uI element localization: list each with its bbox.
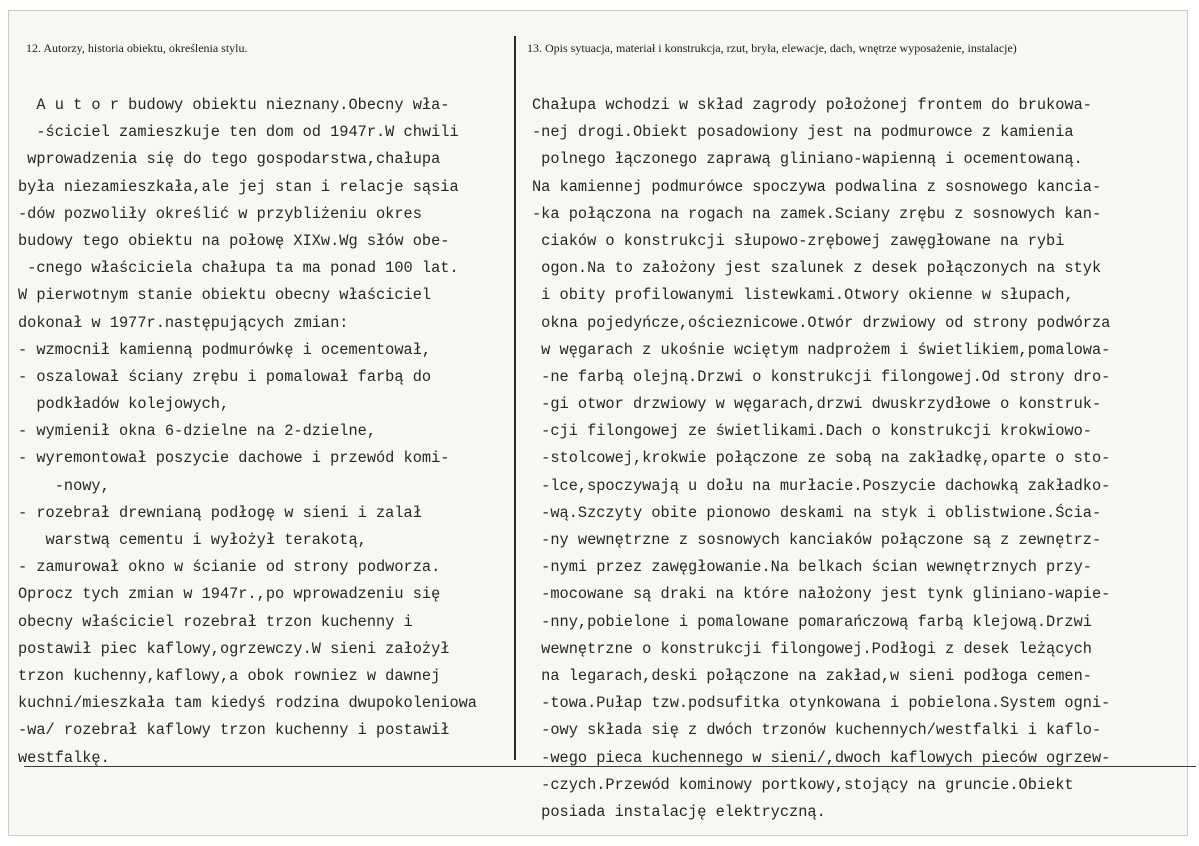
left-text-line: westfalkę. (18, 748, 110, 767)
left-text-line: -dów pozwoliły określić w przybliżeniu okres (18, 204, 422, 223)
right-text-line: okna pojedyńcze,ościeznicowe.Otwór drzwiowy od strony podwórza (532, 313, 1111, 332)
section-12-heading: 12. Autorzy, historia obiektu, określenia stylu. (26, 41, 248, 55)
right-text-line: polnego łączonego zaprawą gliniano-wapienną i ocementowaną. (532, 150, 1083, 169)
left-text-line: -cnego właściciela chałupa ta ma ponad 100 lat. (18, 259, 459, 278)
authors-history-text (18, 92, 514, 772)
right-text-line: -owy składa się z dwóch trzonów kuchennych/westfalki i kaflo- (532, 721, 1102, 740)
right-text-line: -cji filongowej ze świetlikami.Dach o konstrukcji krokwiowo- (532, 422, 1092, 441)
left-text-line: -wa/ rozebrał kaflowy trzon kuchenny i postawił (18, 721, 450, 740)
right-text-line: -towa.Pułap tzw.podsufitka otynkowana i pobielona.System ogni- (532, 694, 1111, 713)
left-text-line: - oszalował ściany zrębu i pomalował farbą do (18, 367, 432, 386)
left-text-line: - wymienił okna 6-dzielne na 2-dzielne, (18, 422, 377, 441)
left-text-line: kuchni/mieszkała tam kiedyś rodzina dwupokoleniowa (18, 694, 477, 713)
right-text-line: -mocowane są draki na które nałożony jest tynk gliniano-wapie- (532, 585, 1111, 604)
right-text-line: -wą.Szczyty obite pionowo deskami na styk i oblistwione.Ścia- (532, 503, 1102, 522)
left-text-line: podkładów kolejowych, (18, 395, 230, 414)
right-text-line: -nymi przez zawęgłowanie.Na belkach ścian wewnętrznych przy- (532, 558, 1092, 577)
right-text-line: wewnętrzne o konstrukcji filongowej.Podłogi z desek leżących (532, 639, 1092, 658)
left-text-line: wprowadzenia się do tego gospodarstwa,chałupa (18, 150, 441, 169)
right-text-line: -ny wewnętrzne z sosnowych kanciaków połączone są z zewnętrz- (532, 531, 1102, 549)
left-text-line: warstwą cementu i wyłożył terakotą, (18, 531, 367, 549)
right-text-line: -stolcowej,krokwie połączone ze sobą na zakładkę,oparte o sto- (532, 449, 1111, 468)
right-text-line: -ka połączona na rogach na zamek.Sciany zrębu z sosnowych kan- (532, 204, 1102, 223)
right-text-line: -ne farbą olejną.Drzwi o konstrukcji filongowej.Od strony dro- (532, 367, 1111, 386)
left-text-line: - rozebrał drewnianą podłogę w sieni i zalał (18, 503, 422, 522)
column-divider (514, 36, 516, 760)
left-text-line: Oprocz tych zmian w 1947r.,po wprowadzeniu się (18, 585, 441, 604)
right-text-line: ogon.Na to założony jest szalunek z desek połączonych na styk (532, 259, 1102, 278)
right-text-line: Na kamiennej podmurówce spoczywa podwalina z sosnowego kancia- (532, 177, 1102, 196)
left-text-line: - zamurował okno w ścianie od strony podworza. (18, 558, 441, 577)
right-text-line: na legarach,deski połączone na zakład,w sieni podłoga cemen- (532, 666, 1092, 685)
right-text-line: -nej drogi.Obiekt posadowiony jest na podmurowce z kamienia (532, 123, 1074, 142)
left-text-line: -ściciel zamieszkuje ten dom od 1947r.W chwili (18, 123, 459, 142)
left-text-line: A u t o r budowy obiektu nieznany.Obecny wła- (18, 96, 450, 114)
left-text-line: obecny właściciel rozebrał trzon kuchenny i (18, 612, 413, 631)
left-text-line: postawił piec kaflowy,ogrzewczy.W sieni założył (18, 639, 450, 658)
right-text-line: -lce,spoczywają u dołu na murłacie.Poszycie dachowką zakładko- (532, 476, 1111, 495)
left-text-line: -nowy, (18, 476, 110, 495)
right-text-line: i obity profilowanymi listewkami.Otwory okienne w słupach, (532, 286, 1074, 305)
left-text-line: budowy tego obiektu na połowę XIXw.Wg słów obe- (18, 231, 450, 250)
right-text-line: -czych.Przewód kominowy portkowy,stojący na gruncie.Obiekt (532, 775, 1074, 794)
description-text (532, 92, 1196, 826)
right-text-line: -gi otwor drzwiowy w węgarach,drzwi dwuskrzydłowe o konstruk- (532, 395, 1102, 414)
right-text-line: ciaków o konstrukcji słupowo-zrębowej zawęgłowane na rybi (532, 231, 1065, 250)
right-text-line: w węgarach z ukośnie wciętym nadprożem i świetlikiem,pomalowa- (532, 340, 1111, 359)
left-text-line: trzon kuchenny,kaflowy,a obok rowniez w dawnej (18, 666, 441, 685)
left-text-line: była niezamieszkała,ale jej stan i relacje sąsia (18, 177, 459, 196)
left-text-line: dokonał w 1977r.następujących zmian: (18, 313, 349, 332)
right-text-line: -nny,pobielone i pomalowane pomarańczową farbą klejową.Drzwi (532, 612, 1092, 631)
right-text-line: -wego pieca kuchennego w sieni/,dwoch kaflowych pieców ogrzew- (532, 748, 1111, 767)
right-text-line: Chałupa wchodzi w skład zagrody położonej frontem do brukowa- (532, 96, 1092, 114)
left-text-line: W pierwotnym stanie obiektu obecny właściciel (18, 286, 432, 305)
left-text-line: - wzmocnił kamienną podmurówkę i ocementował, (18, 340, 432, 359)
section-13-heading: 13. Opis sytuacja, materiał i konstrukcja, rzut, bryła, elewacje, dach, wnętrze wyposażenie, instalacje) (527, 41, 1017, 55)
right-text-line: posiada instalację elektryczną. (532, 802, 826, 821)
left-text-line: - wyremontował poszycie dachowe i przewód komi- (18, 449, 450, 468)
